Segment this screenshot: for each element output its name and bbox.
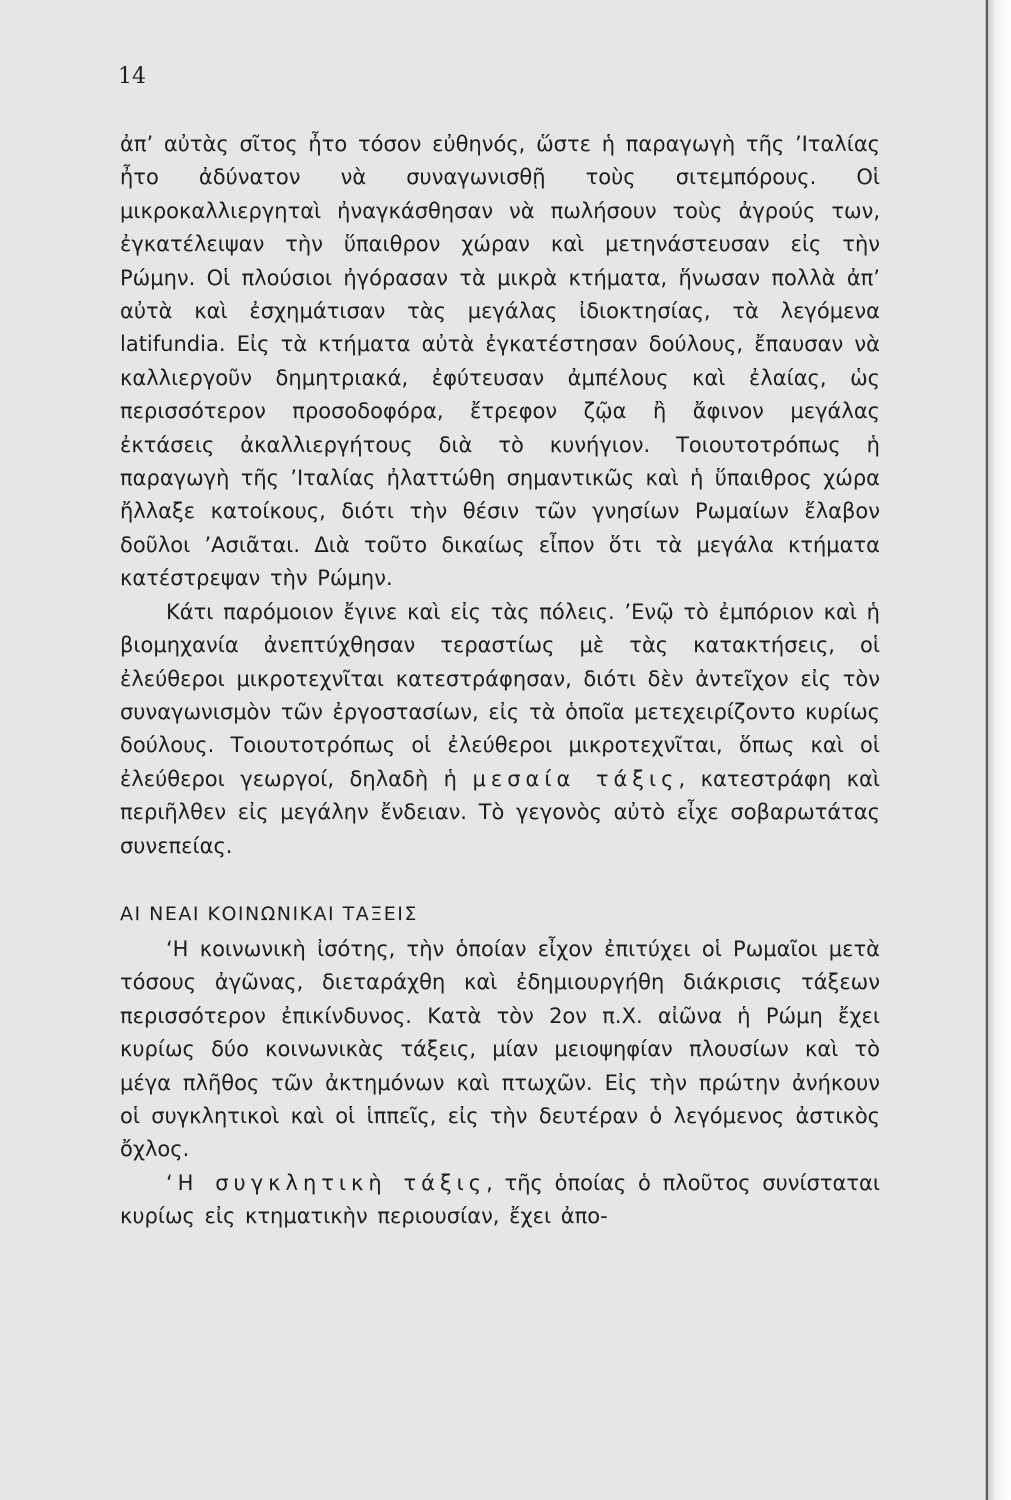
page-edge-line — [986, 0, 988, 1500]
emphasis-senatorial-class: ‘Η συγκλητικὴ τάξις — [166, 1170, 487, 1195]
paragraph-cities — [120, 596, 880, 863]
emphasis-middle-class: μεσαία τάξις — [472, 766, 679, 791]
paragraph-latifundia: ἀπ’ αὐτὰς σῖτος ἦτο τόσον εὐθηνός, ὥστε ἡ παραγωγὴ τῆς ’Ιταλίας ἦτο ἀδύνατον νὰ συναγωνισθῇ τοὺς σιτεμπόρους. Οἱ μικροκαλλιεργηταὶ ἠναγκάσθησαν νὰ πωλήσουν τοὺς ἀγρούς των, ἐγκατέλειψαν τὴν ὕπαιθρον χώραν καὶ μετηνάστευσαν εἰς τὴν Ρώμην. Οἱ πλούσιοι ἠγόρασαν τὰ μικρὰ κτήματα, ἥνωσαν πολλὰ ἀπ’ αὐτὰ καὶ ἐσχημάτισαν τὰς μεγάλας ἰδιοκτησίας, τὰ λεγόμενα latifundia. Εἰς τὰ κτήματα αὐτὰ ἐγκατέστησαν δούλους, ἔπαυσαν νὰ καλλιεργοῦν δημητριακά, ἐφύτευσαν ἀμπέλους καὶ ἐλαίας, ὡς περισσότερον προσοδοφόρα, ἔτρεφον ζῷα ἢ ἄφινον μεγάλας ἐκτάσεις ἀκαλλιεργήτους διὰ τὸ κυνήγιον. Τοιουτοτρόπως ἡ παραγωγὴ τῆς ’Ιταλίας ἠλαττώθη σημαντικῶς καὶ ἡ ὕπαιθρος χώρα ἤλλαξε κατοίκους, διότι τὴν θέσιν τῶν γνησίων Ρωμαίων ἔλαβον δοῦλοι ’Ασιᾶται. Διὰ τοῦτο δικαίως εἶπον ὅτι τὰ μεγάλα κτήματα κατέστρεψαν τὴν Ρώμην. — [120, 132, 880, 591]
paragraph-cities-text: Κάτι παρόμοιον ἔγινε καὶ εἰς τὰς πόλεις. ’Ενῷ τὸ ἐμπόριον καὶ ἡ βιομηχανία ἀνεπτύχθησαν τεραστίως μὲ τὰς κατακτήσεις, οἱ ἐλεύθεροι μικροτεχνῖται κατεστράφησαν, διότι δὲν ἀντεῖχον εἰς τὸν συναγωνισμὸν τῶν ἐργοστασίων, εἰς τὰ ὁποῖα μετεχειρίζοντο κυρίως δούλους. Τοιουτοτρόπως οἱ ἐλεύθεροι μικροτεχνῖται, ὅπως καὶ οἱ ἐλεύθεροι γεωργοί, δηλαδὴ ἡ — [120, 599, 880, 791]
page-edge-shadow — [985, 0, 1011, 1500]
paragraph-cities-tail: , κατεστράφη καὶ περιῆλθεν εἰς μεγάλην ἔνδειαν. Τὸ γεγονὸς αὐτὸ εἶχε σοβαρωτάτας συνεπείας. — [120, 766, 880, 858]
page-body — [120, 128, 880, 1234]
paragraph-senatorial-class — [120, 1167, 880, 1234]
section-heading: ΑΙ ΝΕΑΙ ΚΟΙΝΩΝΙΚΑΙ ΤΑΞΕΙΣ — [120, 902, 418, 925]
page-number: 14 — [118, 64, 146, 89]
paragraph-senatorial-tail: , τῆς ὁποίας ὁ πλοῦτος συνίσταται κυρίως εἰς κτηματικὴν περιουσίαν, ἔχει ἀπο- — [120, 1170, 880, 1229]
paragraph-social-classes: ‘Η κοινωνικὴ ἰσότης, τὴν ὁποίαν εἶχον ἐπιτύχει οἱ Ρωμαῖοι μετὰ τόσους ἀγῶνας, διεταράχθη καὶ ἐδημιουργήθη διάκρισις τάξεων περισσότερον ἐπικίνδυνος. Κατὰ τὸν 2ον π.Χ. αἰῶνα ἡ Ρώμη ἔχει κυρίως δύο κοινωνικὰς τάξεις, μίαν μειοψηφίαν πλουσίων καὶ τὸ μέγα πλῆθος τῶν ἀκτημόνων καὶ πτωχῶν. Εἰς τὴν πρώτην ἀνήκουν οἱ συγκλητικοὶ καὶ οἱ ἱππεῖς, εἰς τὴν δευτέραν ὁ λεγόμενος ἀστικὸς ὄχλος. — [120, 936, 880, 1162]
